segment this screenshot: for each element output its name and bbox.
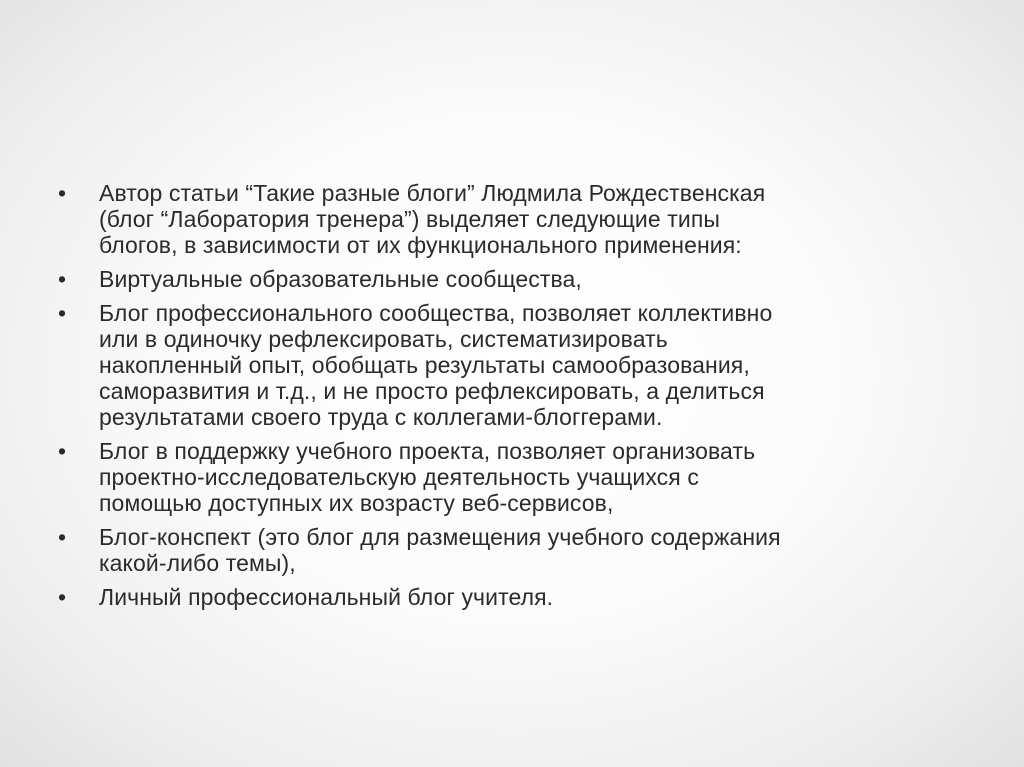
text-line: Блог в поддержку учебного проекта, позволяет организовать [99, 438, 756, 464]
text-line: или в одиночку рефлексировать, систематизировать [99, 326, 668, 352]
text-line: помощью доступных их возрасту веб-сервисов, [99, 490, 614, 516]
list-item [58, 266, 958, 292]
text-line: Личный профессиональный блог учителя. [99, 584, 554, 610]
bullet-icon: • [58, 524, 67, 550]
list-item [58, 180, 958, 258]
text-line: Автор статьи “Такие разные блоги” Людмила Рождественская [99, 180, 766, 206]
bullet-icon: • [58, 438, 67, 464]
list-item [58, 438, 958, 516]
bullet-list [58, 180, 958, 618]
text-line: (блог “Лаборатория тренера”) выделяет следующие типы [99, 206, 721, 232]
text-line: Виртуальные образовательные сообщества, [99, 266, 582, 292]
text-line: проектно-исследовательскую деятельность учащихся с [99, 464, 699, 490]
list-item [58, 524, 958, 576]
text-line: саморазвития и т.д., и не просто рефлексировать, а делиться [99, 378, 765, 404]
text-line: Блог профессионального сообщества, позволяет коллективно [99, 300, 773, 326]
text-line: результатами своего труда с коллегами-блоггерами. [99, 404, 663, 430]
text-line: какой-либо темы), [99, 550, 296, 576]
bullet-icon: • [58, 180, 67, 206]
bullet-icon: • [58, 584, 67, 610]
text-line: Блог-конспект (это блог для размещения учебного содержания [99, 524, 781, 550]
text-line: блогов, в зависимости от их функционального применения: [99, 232, 742, 258]
list-item [58, 584, 958, 610]
text-line: накопленный опыт, обобщать результаты самообразования, [99, 352, 750, 378]
bullet-icon: • [58, 300, 67, 326]
list-item [58, 300, 958, 430]
bullet-icon: • [58, 266, 67, 292]
